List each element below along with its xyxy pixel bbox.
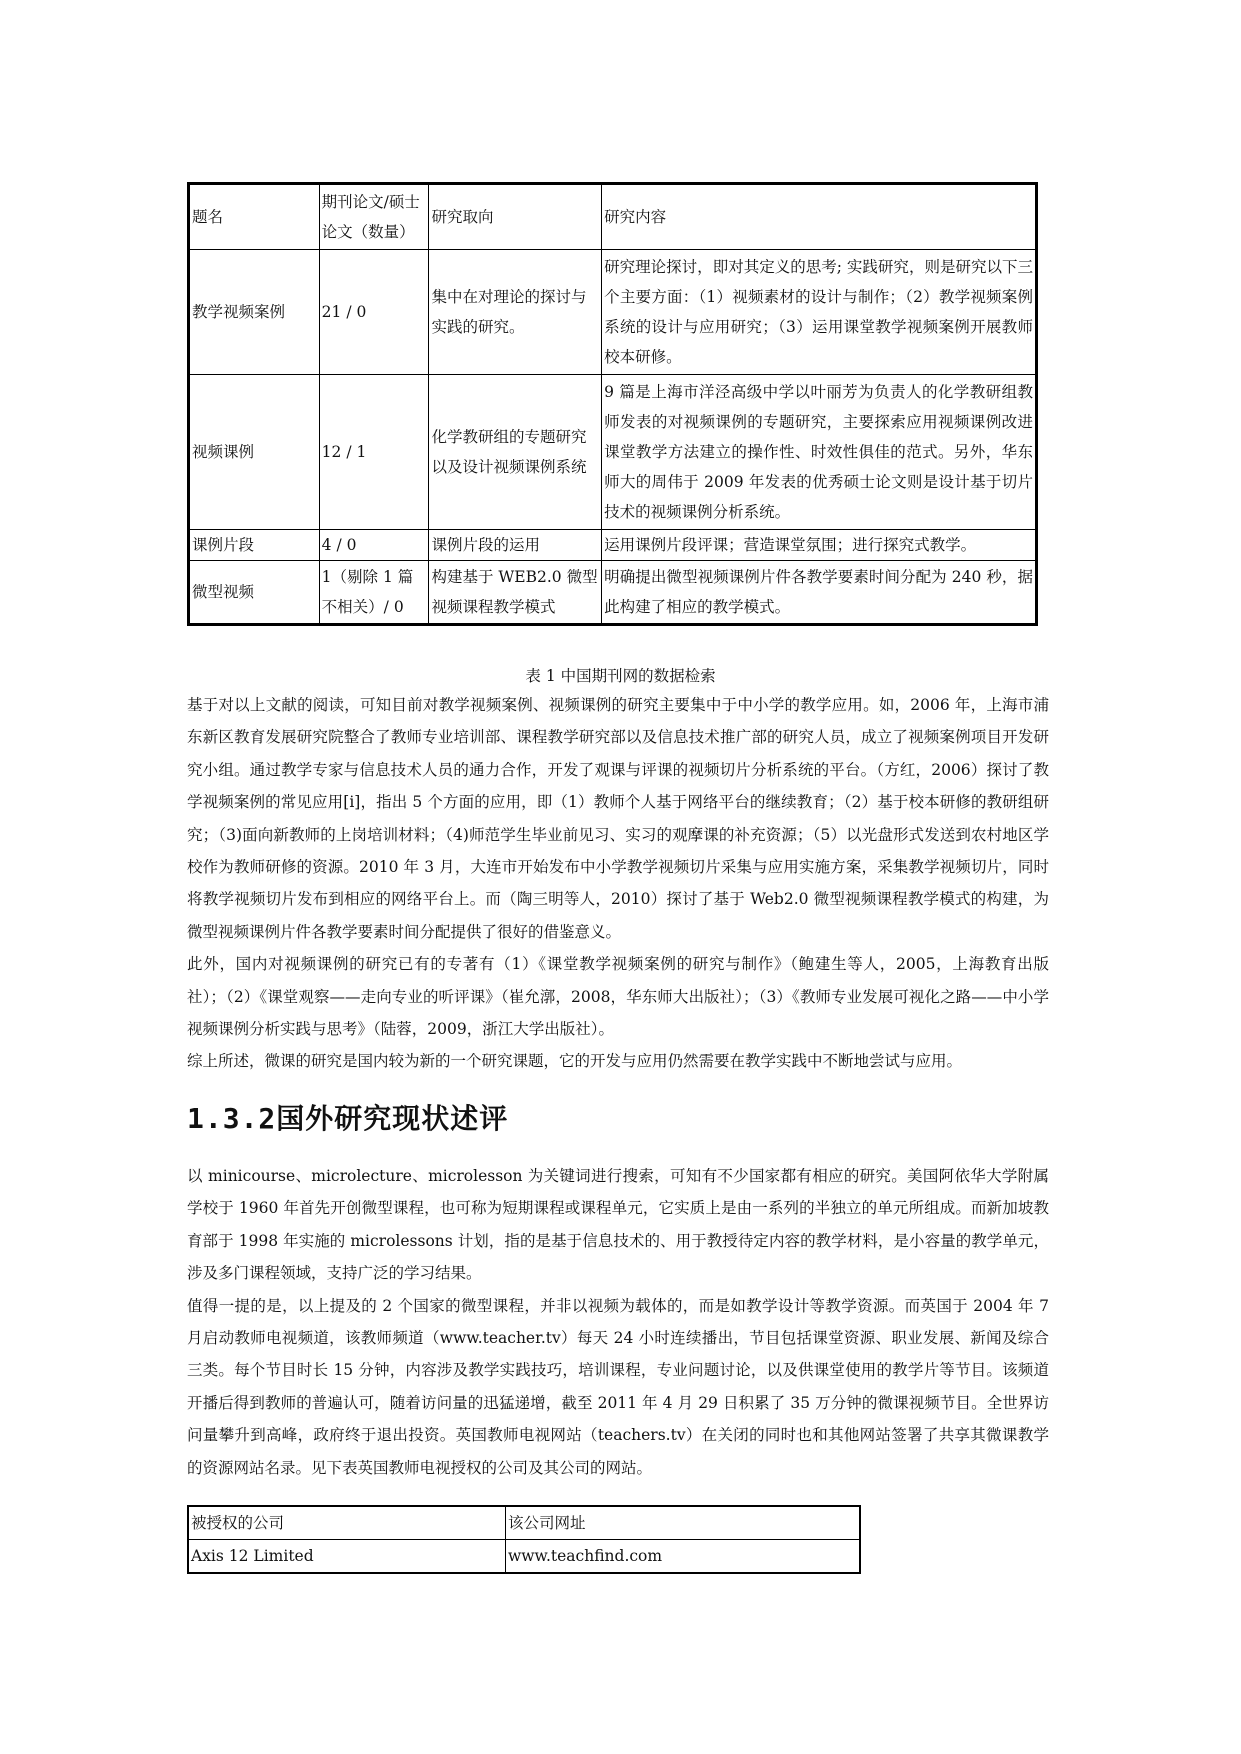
company-name: Axis 12 Limited xyxy=(188,1540,506,1574)
section-heading xyxy=(187,1097,508,1137)
header-count: 期刊论文/硕士论文（数量） xyxy=(319,184,429,250)
row-title: 教学视频案例 xyxy=(189,250,320,375)
table-row xyxy=(189,530,1037,561)
row-count: 21 / 0 xyxy=(319,250,429,375)
row-title: 微型视频 xyxy=(189,561,320,625)
header-company: 被授权的公司 xyxy=(188,1506,506,1540)
table-row xyxy=(189,375,1037,530)
paragraph: 基于对以上文献的阅读，可知目前对教学视频案例、视频课例的研究主要集中于中小学的教学应用。如，2006 年，上海市浦东新区教育发展研究院整合了教师专业培训部、课程教学研究部以及信息技术推广部的研究人员，成立了视频案例项目开发研究小组。通过教学专家与信息技术人员的通力合作，开发了观课与评课的视频切片分析系统的平台。（方红，2006）探讨了教学视频案例的常见应用[i]，指出 5 个方面的应用，即（1）教师个人基于网络平台的继续教育；（2）基于校本研修的教研组研究；（3)面向新教师的上岗培训材料；（4)师范学生毕业前见习、实习的观摩课的补充资源；（5）以光盘形式发送到农村地区学校作为教师研修的资源。2010 年 3 月，大连市开始发布中小学教学视频切片采集与应用实施方案，采集教学视频切片，同时将教学视频切片发布到相应的网络平台上。而（陶三明等人，2010）探讨了基于 Web2.0 微型视频课程教学模式的构建，为微型视频课例片件各教学要素时间分配提供了很好的借鉴意义。 xyxy=(187,696,1049,941)
row-content: 明确提出微型视频课例片件各教学要素时间分配为 240 秒，据此构建了相应的教学模式。 xyxy=(602,561,1037,625)
table-row xyxy=(189,561,1037,625)
row-content: 9 篇是上海市洋泾高级中学以叶丽芳为负责人的化学教研组教师发表的对视频课例的专题研究，主要探索应用视频课例改进课堂教学方法建立的操作性、时效性俱佳的范式。另外，华东师大的周伟于 2009 年发表的优秀硕士论文则是设计基于切片技术的视频课例分析系统。 xyxy=(602,375,1037,530)
row-count: 1（剔除 1 篇不相关）/ 0 xyxy=(319,561,429,625)
row-count: 12 / 1 xyxy=(319,375,429,530)
section-number: 1.3.2 xyxy=(187,1102,277,1135)
company-website: www.teachfind.com xyxy=(506,1540,861,1574)
paragraph: 此外，国内对视频课例的研究已有的专著有（1）《课堂教学视频案例的研究与制作》（鲍建生等人，2005，上海教育出版社）；（2）《课堂观察——走向专业的听评课》（崔允漷，2008，华东师大出版社）；（3）《教师专业发展可视化之路——中小学视频课例分析实践与思考》（陆蓉，2009，浙江大学出版社）。 xyxy=(187,955,1049,1039)
row-title: 课例片段 xyxy=(189,530,320,561)
row-orientation: 集中在对理论的探讨与实践的研究。 xyxy=(429,250,602,375)
row-orientation: 课例片段的运用 xyxy=(429,530,602,561)
row-orientation: 构建基于 WEB2.0 微型视频课程教学模式 xyxy=(429,561,602,625)
row-orientation: 化学教研组的专题研究以及设计视频课例系统 xyxy=(429,375,602,530)
licensed-companies-table xyxy=(187,1505,861,1574)
table-row xyxy=(188,1540,860,1574)
header-content: 研究内容 xyxy=(602,184,1037,250)
table-caption: 表 1 中国期刊网的数据检索 xyxy=(525,667,716,685)
journal-search-table xyxy=(187,182,1038,626)
table-header-row xyxy=(188,1506,860,1540)
header-orientation: 研究取向 xyxy=(429,184,602,250)
table-header-row xyxy=(189,184,1037,250)
international-research-text xyxy=(187,1160,1049,1484)
row-content: 研究理论探讨，即对其定义的思考; 实践研究，则是研究以下三个主要方面：（1）视频素材的设计与制作；（2）教学视频案例系统的设计与应用研究；（3）运用课堂教学视频案例开展教师校本研修。 xyxy=(602,250,1037,375)
row-title: 视频课例 xyxy=(189,375,320,530)
paragraph: 综上所述，微课的研究是国内较为新的一个研究课题，它的开发与应用仍然需要在教学实践中不断地尝试与应用。 xyxy=(187,1052,963,1071)
header-website: 该公司网址 xyxy=(506,1506,861,1540)
domestic-research-text xyxy=(187,689,1049,1078)
row-content: 运用课例片段评课；营造课堂氛围；进行探究式教学。 xyxy=(602,530,1037,561)
paragraph: 值得一提的是，以上提及的 2 个国家的微型课程，并非以视频为载体的，而是如教学设计等教学资源。而英国于 2004 年 7 月启动教师电视频道，该教师频道（www.teacher.tv）每天 24 小时连续播出，节目包括课堂资源、职业发展、新闻及综合三类。每个节目时长 15 分钟，内容涉及教学实践技巧，培训课程，专业问题讨论，以及供课堂使用的教学片等节目。该频道开播后得到教师的普遍认可，随着访问量的迅猛递增，截至 2011 年 4 月 29 日积累了 35 万分钟的微课视频节目。全世界访问量攀升到高峰，政府终于退出投资。英国教师电视网站（teachers.tv）在关闭的同时也和其他网站签署了共享其微课教学的资源网站名录。见下表英国教师电视授权的公司及其公司的网站。 xyxy=(187,1296,1049,1477)
header-title: 题名 xyxy=(189,184,320,250)
row-count: 4 / 0 xyxy=(319,530,429,561)
section-title: 国外研究现状述评 xyxy=(276,1102,509,1135)
paragraph: 以 minicourse、microlecture、microlesson 为关键词进行搜索，可知有不少国家都有相应的研究。美国阿依华大学附属学校于 1960 年首先开创微型课程，也可称为短期课程或课程单元，它实质上是由一系列的半独立的单元所组成。而新加坡教育部于 1998 年实施的 microlessons 计划，指的是基于信息技术的、用于教授待定内容的教学材料，是小容量的教学单元，涉及多门课程领域，支持广泛的学习结果。 xyxy=(187,1167,1049,1283)
table-row xyxy=(189,250,1037,375)
